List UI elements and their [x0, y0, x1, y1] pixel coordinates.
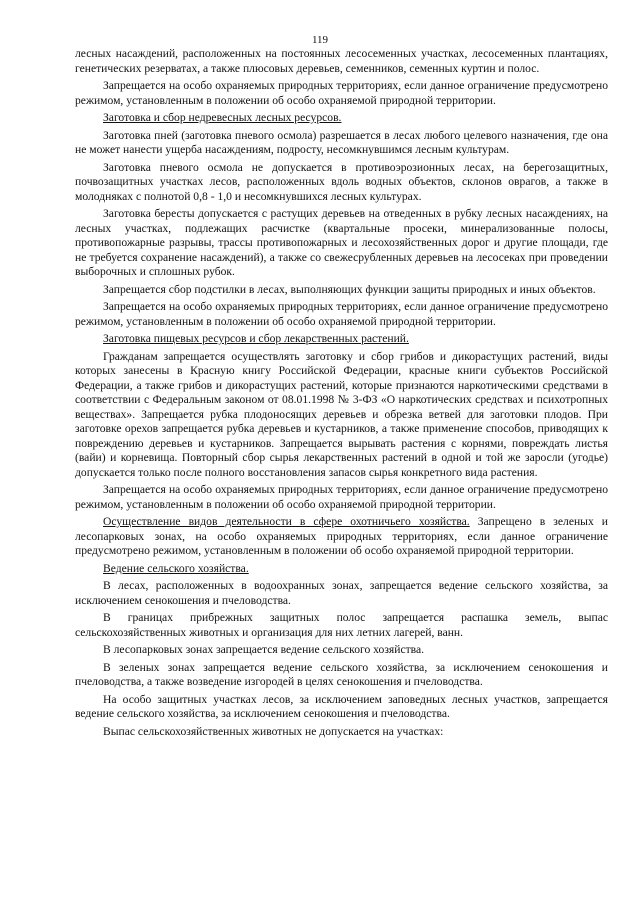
paragraph: В лесах, расположенных в водоохранных зонах, запрещается ведение сельского хозяйства, за исключением сенокошения и пчеловодства.: [75, 579, 608, 607]
paragraph: [75, 515, 608, 559]
paragraph: Заготовка пней (заготовка пневого осмола) разрешается в лесах любого целевого назначения, где она не может нанести ущерба насаждениям, подросту, несомкнувшимся лесным культурам.: [75, 128, 608, 156]
paragraph: Запрещается сбор подстилки в лесах, выполняющих функции защиты природных и иных объектов.: [103, 282, 596, 296]
paragraph: В лесопарковых зонах запрещается ведение сельского хозяйства.: [103, 643, 425, 656]
paragraph-text: Запрещено в зеленых и лесопарковых зонах, на особо охраняемых природных территориях, если данное ограничение предусмотрено режимом, установленным в положении об особо охраняемой природной территории.: [75, 515, 608, 557]
paragraph: Запрещается на особо охраняемых природных территориях, если данное ограничение предусмотрено режимом, установленным в положении об особо охраняемой природной территории.: [75, 300, 608, 328]
paragraph: лесных насаждений, расположенных на постоянных лесосеменных участках, лесосеменных плантациях, генетических резерватах, а также плюсовых деревьев, семенников, семенных куртин и полос.: [75, 47, 608, 75]
paragraph: Гражданам запрещается осуществлять заготовку и сбор грибов и дикорастущих растений, виды которых занесены в Красную книгу Российской Федерации, красные книги субъектов Российской Федерации, а также грибов и дикорастущих растений, которые признаются наркотическими средствами в соответствии с Федеральным законом от 08.01.1998 № 3-ФЗ «О наркотических средствах и психотропных веществах». Запрещается рубка плодоносящих деревьев и обрезка ветвей для заготовки плодов. При заготовке орехов запрещается рубка деревьев и кустарников, а также применение способов, приводящих к повреждению деревьев и кустарников. Запрещается вырывать растения с корнями, повреждать листья (вайи) и корневища. Повторный сбор сырья лекарственных растений в одной и той же заросли (угодье) допускается только после полного восстановления запасов сырья конкретного вида растения.: [75, 349, 608, 479]
page-number: 119: [311, 34, 329, 46]
paragraph: В границах прибрежных защитных полос запрещается распашка земель, выпас сельскохозяйственных животных и организация для них летних лагерей, ванн.: [75, 611, 608, 639]
inline-section-heading: Осуществление видов деятельности в сфере охотничьего хозяйства.: [103, 515, 470, 528]
section-heading: Ведение сельского хозяйства.: [103, 561, 249, 575]
paragraph: Запрещается на особо охраняемых природных территориях, если данное ограничение предусмотрено режимом, установленным в положении об особо охраняемой природной территории.: [75, 79, 608, 107]
section-heading: Заготовка пищевых ресурсов и сбор лекарственных растений.: [103, 332, 409, 345]
paragraph: Выпас сельскохозяйственных животных не допускается на участках:: [103, 724, 444, 738]
section-heading: Заготовка и сбор недревесных лесных ресурсов.: [103, 111, 342, 124]
paragraph: В зеленых зонах запрещается ведение сельского хозяйства, за исключением сенокошения и пчеловодства, а также возведение изгородей в целях сенокошения и пчеловодства.: [75, 660, 608, 688]
paragraph: Заготовка пневого осмола не допускается в противоэрозионных лесах, на берегозащитных, почвозащитных участках лесов, расположенных вдоль водных объектов, склонов оврагов, а также в молодняках с полнотой 0,8 - 1,0 и несомкнувшихся лесных культурах.: [75, 160, 608, 203]
paragraph: Заготовка бересты допускается с растущих деревьев на отведенных в рубку лесных насаждениях, на лесных участках, подлежащих расчистке (квартальные просеки, минерализованные полосы, противопожарные разрывы, трассы противопожарных и лесохозяйственных дорог и другие площади, где не требуется сохранение насаждений), а также со свежесрубленных деревьев на лесосеках при проведении выборочных и сплошных рубок.: [75, 207, 608, 278]
document-body: [75, 47, 608, 742]
paragraph: На особо защитных участках лесов, за исключением заповедных лесных участков, запрещается ведение сельского хозяйства, за исключением сенокошения и пчеловодства.: [75, 692, 608, 720]
paragraph: Запрещается на особо охраняемых природных территориях, если данное ограничение предусмотрено режимом, установленным в положении об особо охраняемой природной территории.: [75, 483, 608, 511]
